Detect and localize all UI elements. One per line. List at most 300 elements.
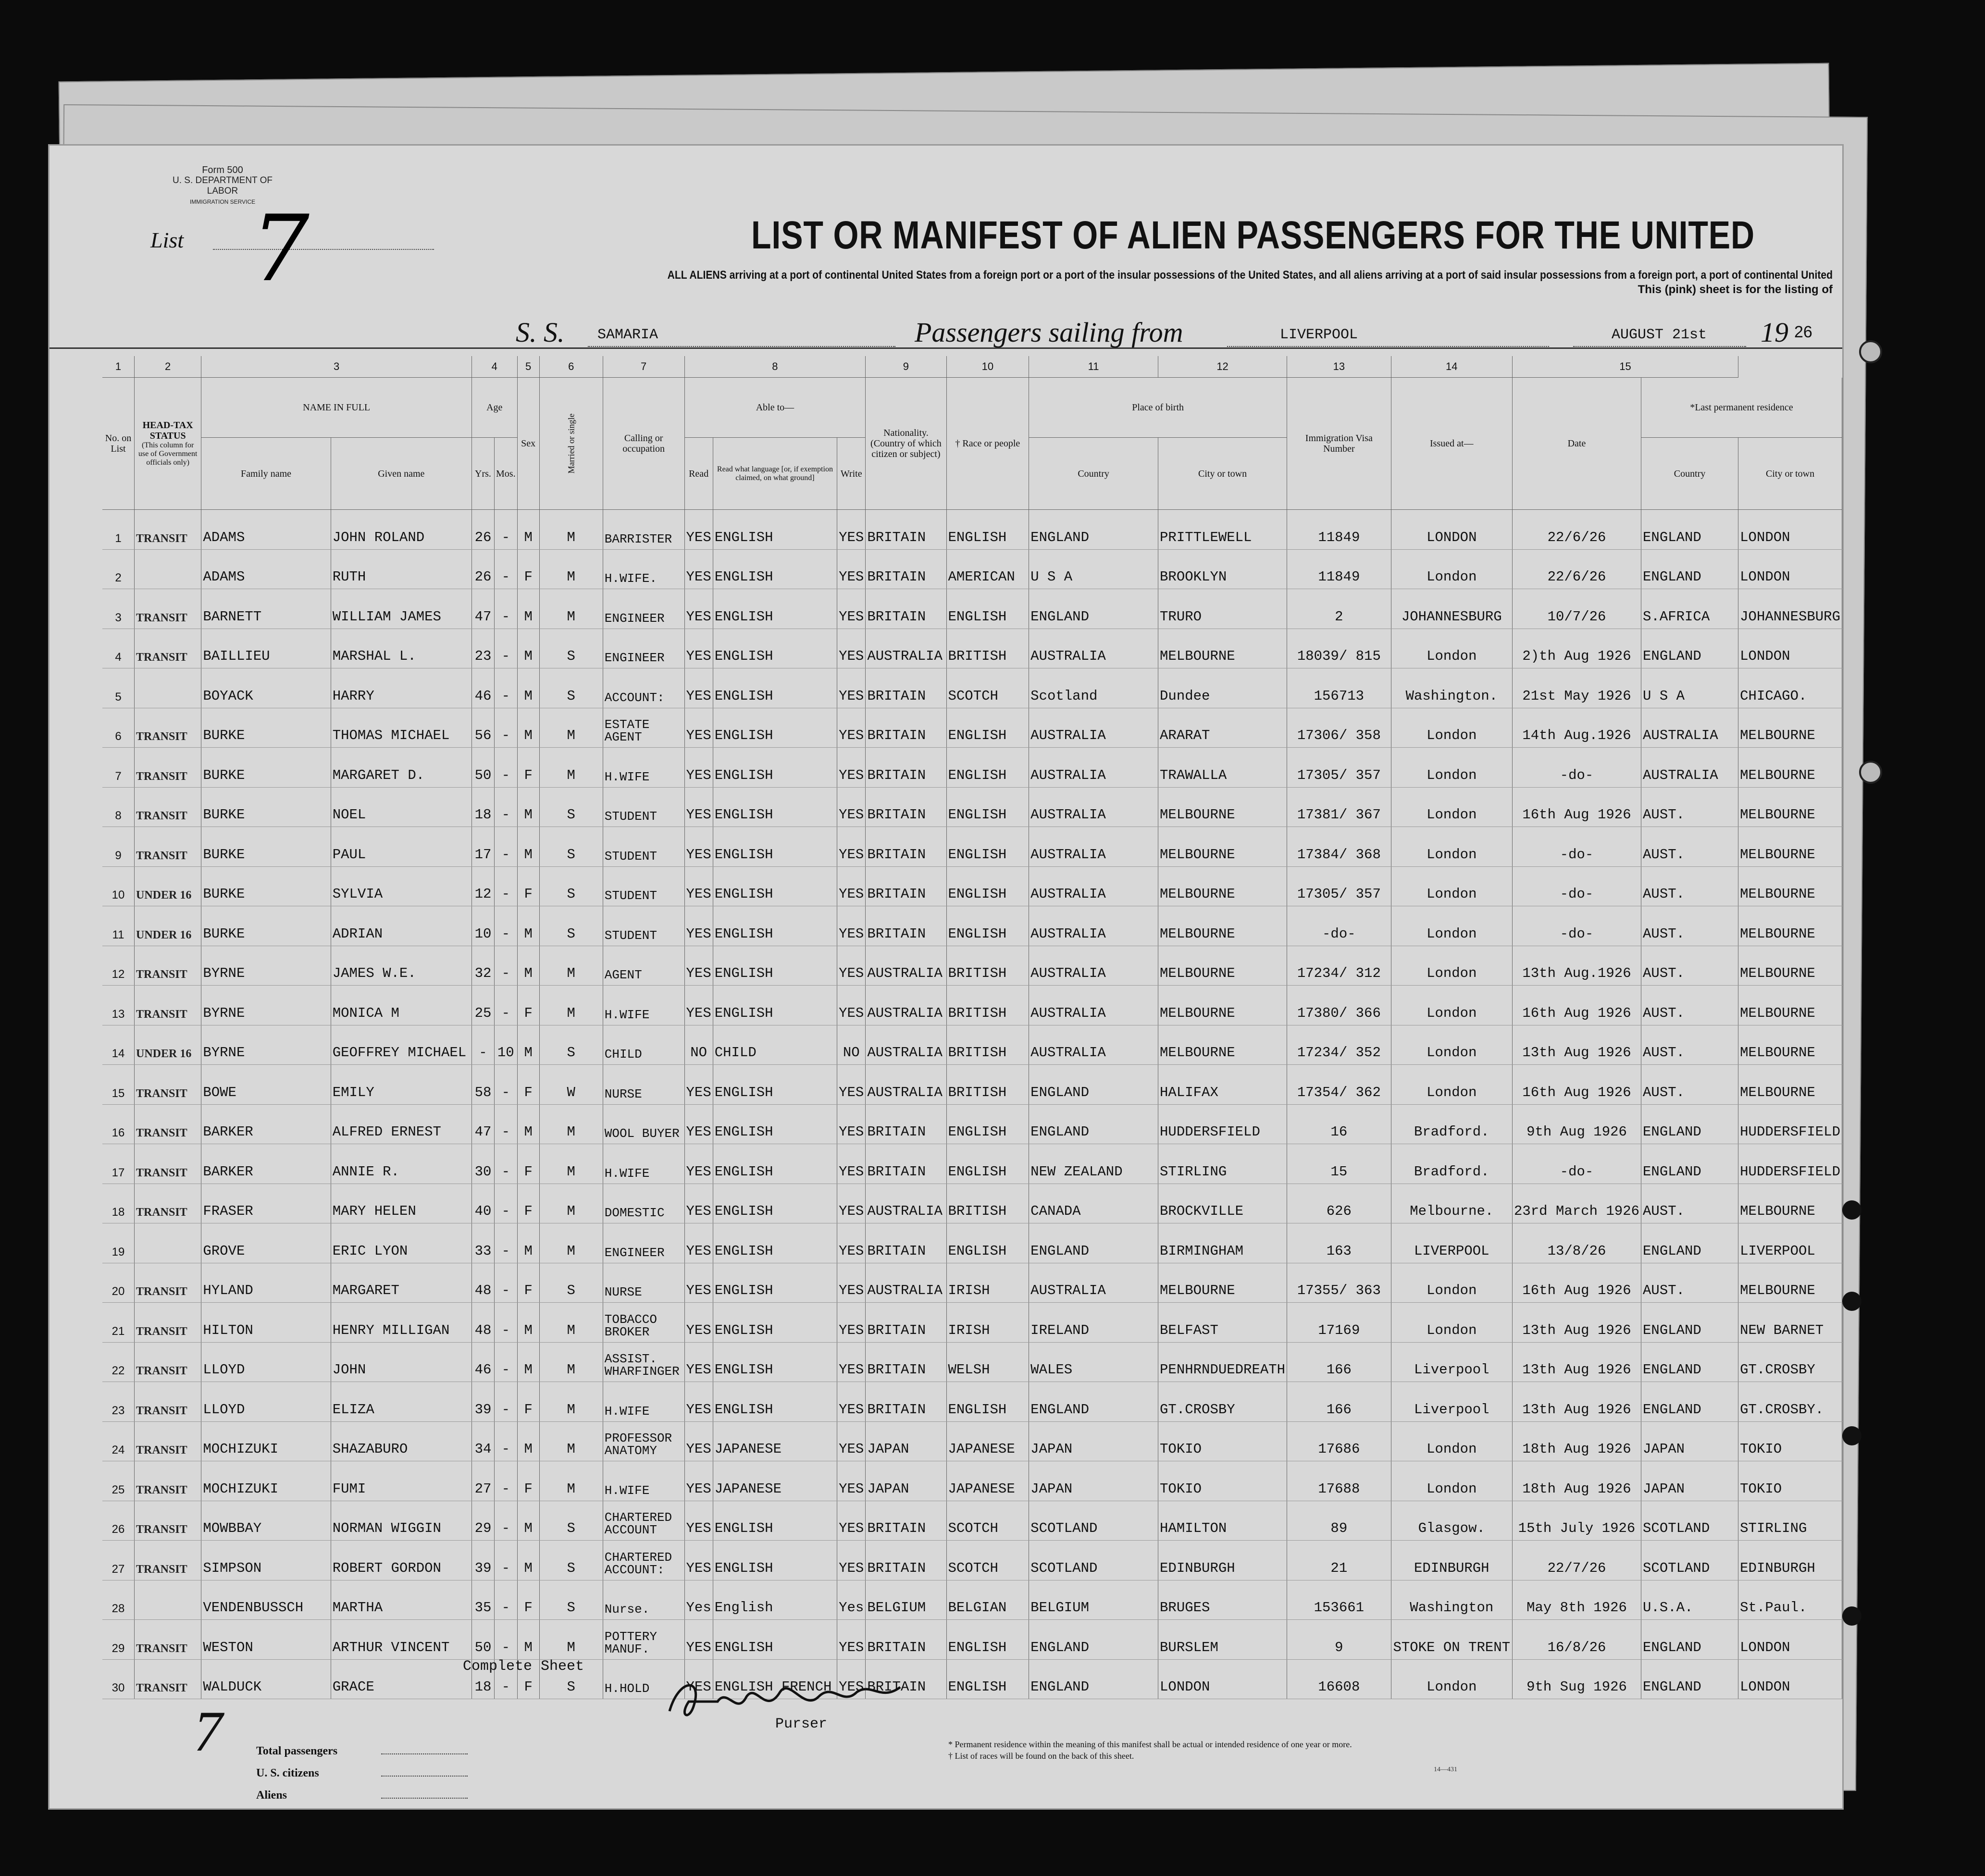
nationality: BRITAIN	[866, 1659, 946, 1699]
head-tax-title: HEAD-TAX STATUS	[142, 420, 193, 441]
table-row	[102, 1303, 1842, 1343]
col-birth-city: City or town	[1158, 438, 1287, 510]
sex: M	[524, 688, 533, 704]
head-tax-status: TRANSIT	[134, 1501, 201, 1541]
head-tax-status: TRANSIT	[134, 827, 201, 867]
residence-country: SCOTLAND	[1641, 1541, 1738, 1580]
sex: F	[524, 1084, 533, 1100]
can-read: YES	[684, 1144, 713, 1184]
col-race: † Race or people	[946, 378, 1029, 510]
head-tax-status	[134, 1223, 201, 1263]
residence-country: AUSTRALIA	[1641, 748, 1738, 788]
visa-number: 89	[1287, 1501, 1391, 1541]
marital-status: S	[539, 787, 603, 827]
row-number: 24	[102, 1421, 134, 1461]
residence-country: AUST.	[1641, 866, 1738, 906]
col-read: Read	[684, 438, 713, 510]
nationality: BRITAIN	[866, 1104, 946, 1144]
birth-country: AUSTRALIA	[1029, 986, 1158, 1025]
family-name: GROVE	[201, 1223, 331, 1263]
married-label: Married or single	[566, 413, 576, 474]
row-number: 6	[102, 708, 134, 748]
can-read: YES	[684, 827, 713, 867]
visa-date: 22/6/26	[1512, 510, 1641, 550]
visa-date: 16th Aug 1926	[1512, 787, 1641, 827]
nationality: BRITAIN	[866, 589, 946, 629]
occupation: Nurse.	[603, 1580, 684, 1620]
family-name: FRASER	[201, 1184, 331, 1223]
birth-country: ENGLAND	[1029, 589, 1158, 629]
head-tax-status: TRANSIT	[134, 748, 201, 788]
family-name: BURKE	[201, 827, 331, 867]
age-years: 40	[471, 1184, 494, 1223]
head-tax-status	[134, 668, 201, 708]
table-row	[102, 1342, 1842, 1382]
head-tax-status: TRANSIT	[134, 1461, 201, 1501]
occupation: ENGINEER	[603, 589, 684, 629]
read-language: ENGLISH	[713, 589, 837, 629]
given-name: MARTHA	[331, 1580, 471, 1620]
footnote: * Permanent residence within the meaning of this manifest shall be actual or intended residence of one year or more.	[948, 1740, 1352, 1749]
nationality: BRITAIN	[866, 1382, 946, 1422]
sex	[517, 1184, 539, 1223]
visa-number: 17234/ 352	[1287, 1025, 1391, 1065]
can-write: YES	[837, 1065, 866, 1105]
family-name: BURKE	[201, 866, 331, 906]
sex	[517, 1263, 539, 1303]
sex	[517, 1620, 539, 1660]
visa-date: 13th Aug 1926	[1512, 1025, 1641, 1065]
table-row	[102, 1501, 1842, 1541]
issued-at: London	[1391, 1421, 1512, 1461]
visa-date: 16/8/26	[1512, 1620, 1641, 1660]
residence-country: AUST.	[1641, 787, 1738, 827]
sex: F	[524, 767, 533, 783]
occupation: ACCOUNT:	[603, 668, 684, 708]
table-row	[102, 1421, 1842, 1461]
birth-country: SCOTLAND	[1029, 1501, 1158, 1541]
race: IRISH	[946, 1263, 1029, 1303]
residence-city: MELBOURNE	[1738, 708, 1842, 748]
ship-name: SAMARIA	[597, 327, 658, 343]
table-row	[102, 827, 1842, 867]
issued-at: London	[1391, 827, 1512, 867]
can-write: YES	[837, 827, 866, 867]
residence-city: NEW BARNET	[1738, 1303, 1842, 1343]
ship-line	[516, 316, 1861, 350]
sex: M	[524, 529, 533, 545]
residence-city: MELBOURNE	[1738, 906, 1842, 946]
totals-block	[256, 1740, 477, 1806]
table-row	[102, 1144, 1842, 1184]
head-tax-status: UNDER 16	[134, 906, 201, 946]
given-name: MARGARET	[331, 1263, 471, 1303]
marital-status: S	[539, 1263, 603, 1303]
can-write: YES	[837, 510, 866, 550]
marital-status: M	[539, 1303, 603, 1343]
race: ENGLISH	[946, 1144, 1029, 1184]
given-name: HARRY	[331, 668, 471, 708]
birth-country: BELGIUM	[1029, 1580, 1158, 1620]
sex	[517, 629, 539, 668]
visa-number: 17354/ 362	[1287, 1065, 1391, 1105]
can-write: YES	[837, 1620, 866, 1660]
given-name: JOHN	[331, 1342, 471, 1382]
birth-city: TRAWALLA	[1158, 748, 1287, 788]
sex: M	[524, 1362, 533, 1378]
list-underline	[213, 249, 434, 250]
sex: F	[524, 1401, 533, 1418]
can-write: YES	[837, 906, 866, 946]
issued-at: London	[1391, 906, 1512, 946]
marital-status: S	[539, 1541, 603, 1580]
age-years: 46	[471, 668, 494, 708]
family-name: BYRNE	[201, 1025, 331, 1065]
marital-status: M	[539, 1342, 603, 1382]
nationality: AUSTRALIA	[866, 629, 946, 668]
visa-date: 16th Aug 1926	[1512, 986, 1641, 1025]
row-number: 27	[102, 1541, 134, 1580]
given-name: NORMAN WIGGIN	[331, 1501, 471, 1541]
issued-at: London	[1391, 748, 1512, 788]
residence-city: TOKIO	[1738, 1461, 1842, 1501]
col-residence-country: Country	[1641, 438, 1738, 510]
form-id: 14—431	[1434, 1766, 1457, 1773]
read-language: CHILD	[713, 1025, 837, 1065]
sex: M	[524, 1520, 533, 1536]
read-language: ENGLISH	[713, 827, 837, 867]
residence-country: ENGLAND	[1641, 549, 1738, 589]
marital-status: M	[539, 1184, 603, 1223]
can-read: YES	[684, 1342, 713, 1382]
age-years: 26	[471, 510, 494, 550]
given-name: MARSHAL L.	[331, 629, 471, 668]
birth-city: EDINBURGH	[1158, 1541, 1287, 1580]
can-write: YES	[837, 668, 866, 708]
row-number: 17	[102, 1144, 134, 1184]
nationality: BRITAIN	[866, 1303, 946, 1343]
col-date: Date	[1512, 378, 1641, 510]
age-months: -	[495, 1104, 518, 1144]
nationality: AUSTRALIA	[866, 1025, 946, 1065]
row-number: 4	[102, 629, 134, 668]
race: BRITISH	[946, 986, 1029, 1025]
table-row	[102, 708, 1842, 748]
punch-hole	[1842, 1200, 1861, 1220]
residence-country: ENGLAND	[1641, 1104, 1738, 1144]
read-language: ENGLISH	[713, 1303, 837, 1343]
sex: F	[524, 1679, 533, 1695]
row-number: 12	[102, 946, 134, 986]
subtitle-line: ALL ALIENS arriving at a port of continental United States from a foreign port or a port of the insular possessions of the United States, and all aliens arriving at a port of said insular possessions from a foreign port, a port of continental United	[667, 269, 1833, 282]
sex: F	[524, 1163, 533, 1180]
row-number: 3	[102, 589, 134, 629]
race: ENGLISH	[946, 1620, 1029, 1660]
row-number: 8	[102, 787, 134, 827]
can-read: YES	[684, 549, 713, 589]
read-language: ENGLISH	[713, 1620, 837, 1660]
given-name: EMILY	[331, 1065, 471, 1105]
row-number: 2	[102, 549, 134, 589]
marital-status: M	[539, 589, 603, 629]
sex: M	[524, 965, 533, 981]
sex	[517, 1541, 539, 1580]
birth-country: AUSTRALIA	[1029, 629, 1158, 668]
birth-country: AUSTRALIA	[1029, 1025, 1158, 1065]
head-tax-status: TRANSIT	[134, 1421, 201, 1461]
birth-city: BROCKVILLE	[1158, 1184, 1287, 1223]
birth-city: TOKIO	[1158, 1421, 1287, 1461]
race: ENGLISH	[946, 827, 1029, 867]
sex	[517, 668, 539, 708]
form-number: Form 500	[202, 165, 243, 175]
can-write: YES	[837, 1541, 866, 1580]
read-language: ENGLISH	[713, 1382, 837, 1422]
col-visa: Immigration Visa Number	[1287, 378, 1391, 510]
col-calling: Calling or occupation	[603, 378, 684, 510]
dotted-line	[381, 1770, 468, 1777]
can-write: YES	[837, 748, 866, 788]
age-months: -	[495, 787, 518, 827]
visa-number: 17169	[1287, 1303, 1391, 1343]
col-family-name: Family name	[201, 438, 331, 510]
residence-country: JAPAN	[1641, 1421, 1738, 1461]
residence-city: MELBOURNE	[1738, 1025, 1842, 1065]
dotted-line	[381, 1748, 468, 1754]
marital-status: M	[539, 1223, 603, 1263]
family-name: SIMPSON	[201, 1541, 331, 1580]
residence-country: ENGLAND	[1641, 1223, 1738, 1263]
birth-country: ENGLAND	[1029, 1620, 1158, 1660]
age-years: 23	[471, 629, 494, 668]
read-language: ENGLISH	[713, 748, 837, 788]
table-row	[102, 629, 1842, 668]
age-years: 10	[471, 906, 494, 946]
table-row	[102, 510, 1842, 550]
table-row	[102, 1263, 1842, 1303]
residence-country: AUST.	[1641, 1184, 1738, 1223]
can-read: YES	[684, 668, 713, 708]
age-years: 39	[471, 1541, 494, 1580]
marital-status: M	[539, 946, 603, 986]
table-row	[102, 1382, 1842, 1422]
age-months: -	[495, 1501, 518, 1541]
given-name: HENRY MILLIGAN	[331, 1303, 471, 1343]
age-months: -	[495, 906, 518, 946]
residence-city: MELBOURNE	[1738, 1065, 1842, 1105]
residence-country: ENGLAND	[1641, 1144, 1738, 1184]
age-months: -	[495, 1303, 518, 1343]
birth-country: U S A	[1029, 549, 1158, 589]
sex	[517, 906, 539, 946]
birth-city: MELBOURNE	[1158, 827, 1287, 867]
age-months: -	[495, 1184, 518, 1223]
nationality: JAPAN	[866, 1421, 946, 1461]
sailing-date: AUGUST 21st	[1612, 327, 1707, 343]
can-write: YES	[837, 1342, 866, 1382]
given-name: ANNIE R.	[331, 1144, 471, 1184]
column-number: 6	[539, 356, 603, 378]
birth-country: ENGLAND	[1029, 1065, 1158, 1105]
can-read: YES	[684, 708, 713, 748]
given-name: GRACE	[331, 1659, 471, 1699]
birth-country: ENGLAND	[1029, 1382, 1158, 1422]
nationality: AUSTRALIA	[866, 1184, 946, 1223]
table-row	[102, 1541, 1842, 1580]
column-number: 7	[603, 356, 684, 378]
aliens-label: Aliens	[256, 1789, 287, 1802]
race: BRITISH	[946, 1065, 1029, 1105]
given-name: ADRIAN	[331, 906, 471, 946]
can-read: YES	[684, 1263, 713, 1303]
can-write: YES	[837, 1263, 866, 1303]
row-number: 10	[102, 866, 134, 906]
occupation: WOOL BUYER	[603, 1104, 684, 1144]
can-write: YES	[837, 1184, 866, 1223]
sex	[517, 1144, 539, 1184]
race: BRITISH	[946, 1184, 1029, 1223]
department: U. S. DEPARTMENT OF LABOR	[173, 175, 273, 196]
visa-date: May 8th 1926	[1512, 1580, 1641, 1620]
read-language: ENGLISH	[713, 1501, 837, 1541]
can-write: YES	[837, 1104, 866, 1144]
visa-date: 18th Aug 1926	[1512, 1461, 1641, 1501]
issued-at: LONDON	[1391, 510, 1512, 550]
issued-at: LIVERPOOL	[1391, 1223, 1512, 1263]
read-language: ENGLISH	[713, 1541, 837, 1580]
race: AMERICAN	[946, 549, 1029, 589]
issued-at: London	[1391, 708, 1512, 748]
complete-sheet-note: Complete Sheet	[463, 1658, 584, 1675]
can-read: YES	[684, 986, 713, 1025]
table-row	[102, 589, 1842, 629]
visa-number: 2	[1287, 589, 1391, 629]
marital-status: S	[539, 906, 603, 946]
can-read: YES	[684, 629, 713, 668]
age-months: -	[495, 1223, 518, 1263]
race: SCOTCH	[946, 668, 1029, 708]
read-language: ENGLISH	[713, 549, 837, 589]
visa-number: 156713	[1287, 668, 1391, 708]
marital-status: S	[539, 866, 603, 906]
table-row	[102, 787, 1842, 827]
can-read: YES	[684, 589, 713, 629]
can-write: YES	[837, 1461, 866, 1501]
residence-country: ENGLAND	[1641, 1342, 1738, 1382]
head-tax-status: TRANSIT	[134, 986, 201, 1025]
row-number: 26	[102, 1501, 134, 1541]
age-months: -	[495, 629, 518, 668]
visa-number: 17380/ 366	[1287, 986, 1391, 1025]
nationality: AUSTRALIA	[866, 986, 946, 1025]
sex	[517, 510, 539, 550]
residence-city: MELBOURNE	[1738, 1263, 1842, 1303]
nationality: AUSTRALIA	[866, 946, 946, 986]
head-tax-status: TRANSIT	[134, 1065, 201, 1105]
occupation: ENGINEER	[603, 1223, 684, 1263]
race: IRISH	[946, 1303, 1029, 1343]
us-citizens-row	[256, 1762, 477, 1784]
port-underline	[1227, 346, 1549, 347]
visa-number: 16	[1287, 1104, 1391, 1144]
subtitle	[424, 268, 1833, 297]
age-years: 34	[471, 1421, 494, 1461]
visa-number: 626	[1287, 1184, 1391, 1223]
issued-at: EDINBURGH	[1391, 1541, 1512, 1580]
issued-at: Washington	[1391, 1580, 1512, 1620]
punch-hole	[1842, 1292, 1861, 1311]
read-language: ENGLISH	[713, 1263, 837, 1303]
family-name: BOWE	[201, 1065, 331, 1105]
age-months: -	[495, 986, 518, 1025]
given-name: THOMAS MICHAEL	[331, 708, 471, 748]
residence-country: ENGLAND	[1641, 1382, 1738, 1422]
race: ENGLISH	[946, 1223, 1029, 1263]
row-number: 9	[102, 827, 134, 867]
birth-city: HAMILTON	[1158, 1501, 1287, 1541]
given-name: ELIZA	[331, 1382, 471, 1422]
sex	[517, 1421, 539, 1461]
family-name: BYRNE	[201, 986, 331, 1025]
nationality: BRITAIN	[866, 906, 946, 946]
nationality: AUSTRALIA	[866, 1263, 946, 1303]
row-number: 13	[102, 986, 134, 1025]
family-name: WALDUCK	[201, 1659, 331, 1699]
sex: M	[524, 1322, 533, 1338]
birth-city: MELBOURNE	[1158, 629, 1287, 668]
sex	[517, 986, 539, 1025]
birth-city: MELBOURNE	[1158, 1263, 1287, 1303]
read-language: ENGLISH FRENCH	[713, 1659, 837, 1699]
given-name: GEOFFREY MICHAEL	[331, 1025, 471, 1065]
issued-at: JOHANNESBURG	[1391, 589, 1512, 629]
column-number: 3	[201, 356, 472, 378]
family-name: BYRNE	[201, 946, 331, 986]
age-years: 30	[471, 1144, 494, 1184]
row-number: 5	[102, 668, 134, 708]
col-sex: Sex	[517, 378, 539, 510]
birth-city: BIRMINGHAM	[1158, 1223, 1287, 1263]
total-passengers-row	[256, 1740, 477, 1762]
occupation: H.WIFE.	[603, 549, 684, 589]
marital-status: M	[539, 986, 603, 1025]
visa-number: 11849	[1287, 510, 1391, 550]
can-write: YES	[837, 986, 866, 1025]
visa-date: 13th Aug 1926	[1512, 1303, 1641, 1343]
race: ENGLISH	[946, 787, 1029, 827]
residence-country: AUST.	[1641, 1025, 1738, 1065]
visa-date: 13th Aug.1926	[1512, 946, 1641, 986]
issued-at: London	[1391, 1303, 1512, 1343]
head-tax-status: TRANSIT	[134, 708, 201, 748]
residence-country: AUST.	[1641, 986, 1738, 1025]
col-able-to: Able to—	[684, 378, 866, 438]
row-number: 28	[102, 1580, 134, 1620]
manifest-sheet	[48, 144, 1844, 1810]
visa-date: 9th Sug 1926	[1512, 1659, 1641, 1699]
occupation: STUDENT	[603, 906, 684, 946]
occupation: STUDENT	[603, 827, 684, 867]
visa-number: 166	[1287, 1342, 1391, 1382]
race: BELGIAN	[946, 1580, 1029, 1620]
occupation: ENGINEER	[603, 629, 684, 668]
issued-at: Bradford.	[1391, 1104, 1512, 1144]
race: ENGLISH	[946, 708, 1029, 748]
birth-city: Dundee	[1158, 668, 1287, 708]
residence-city: LIVERPOOL	[1738, 1223, 1842, 1263]
ship-name-underline	[588, 346, 895, 347]
can-write: NO	[837, 1025, 866, 1065]
